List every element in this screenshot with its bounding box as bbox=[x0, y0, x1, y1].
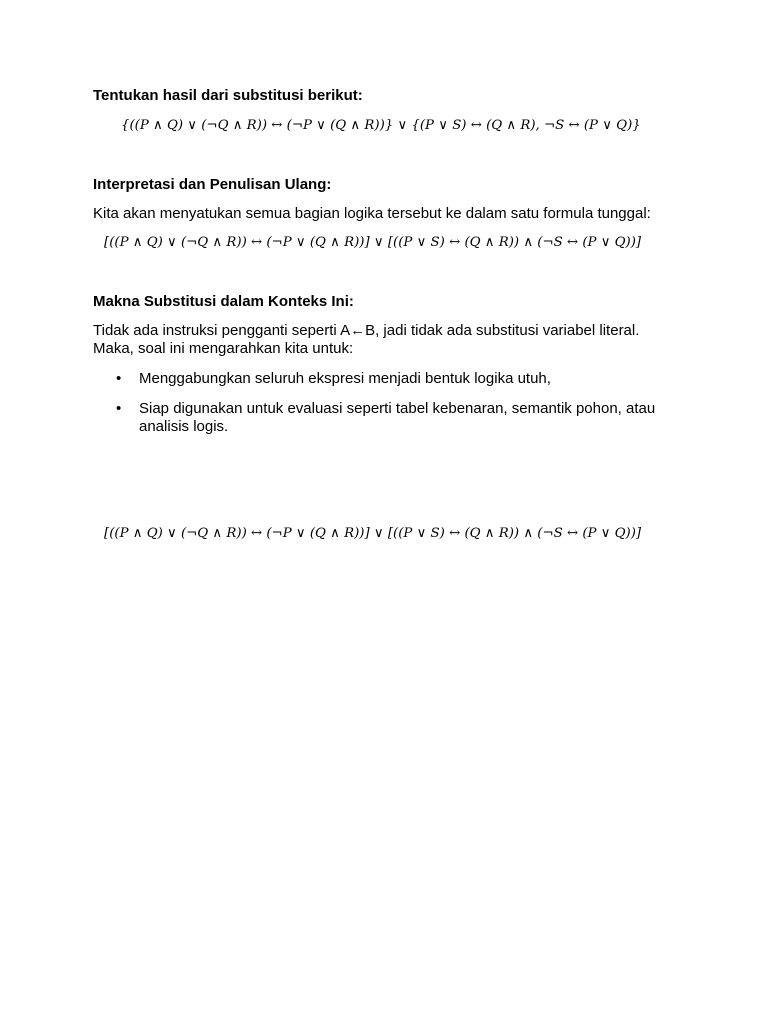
bullet-icon: • bbox=[116, 400, 122, 417]
list-item bbox=[93, 370, 693, 388]
interpretation-text: Kita akan menyatukan semua bagian logika tersebut ke dalam satu formula tunggal: bbox=[93, 205, 651, 222]
combined-formula: [((𝑃 ∧ 𝑄) ∨ (¬𝑄 ∧ 𝑅)) ↔ (¬𝑃 ∨ (𝑄 ∧ 𝑅))] ∨ [((𝑃 ∨ 𝑆) ↔ (𝑄 ∧ 𝑅)) ∧ (¬𝑆 ↔ (𝑃 ∨ 𝑄))] bbox=[104, 235, 642, 250]
substitution-text-line2: Maka, soal ini mengarahkan kita untuk: bbox=[93, 340, 354, 357]
question-heading: Tentukan hasil dari substitusi berikut: bbox=[93, 87, 363, 104]
interpretation-heading: Interpretasi dan Penulisan Ulang: bbox=[93, 176, 332, 193]
list-item bbox=[93, 400, 693, 436]
final-formula: [((𝑃 ∧ 𝑄) ∨ (¬𝑄 ∧ 𝑅)) ↔ (¬𝑃 ∨ (𝑄 ∧ 𝑅))] ∨ [((𝑃 ∨ 𝑆) ↔ (𝑄 ∧ 𝑅)) ∧ (¬𝑆 ↔ (𝑃 ∨ 𝑄))] bbox=[104, 526, 642, 541]
substitution-meaning-heading: Makna Substitusi dalam Konteks Ini: bbox=[93, 293, 354, 310]
list-item-text: Siap digunakan untuk evaluasi seperti tabel kebenaran, semantik pohon, atau analisis logis. bbox=[139, 400, 656, 435]
substitution-text-line1: Tidak ada instruksi pengganti seperti A←B, jadi tidak ada substitusi variabel literal. bbox=[93, 322, 640, 339]
bullet-icon: • bbox=[116, 370, 122, 387]
list-item-text: Menggabungkan seluruh ekspresi menjadi bentuk logika utuh, bbox=[139, 370, 551, 387]
question-formula: {((𝑃 ∧ 𝑄) ∨ (¬𝑄 ∧ 𝑅)) ↔ (¬𝑃 ∨ (𝑄 ∧ 𝑅))} ∨ {(𝑃 ∨ 𝑆) ↔ (𝑄 ∧ 𝑅), ¬𝑆 ↔ (𝑃 ∨ 𝑄)} bbox=[121, 118, 641, 133]
